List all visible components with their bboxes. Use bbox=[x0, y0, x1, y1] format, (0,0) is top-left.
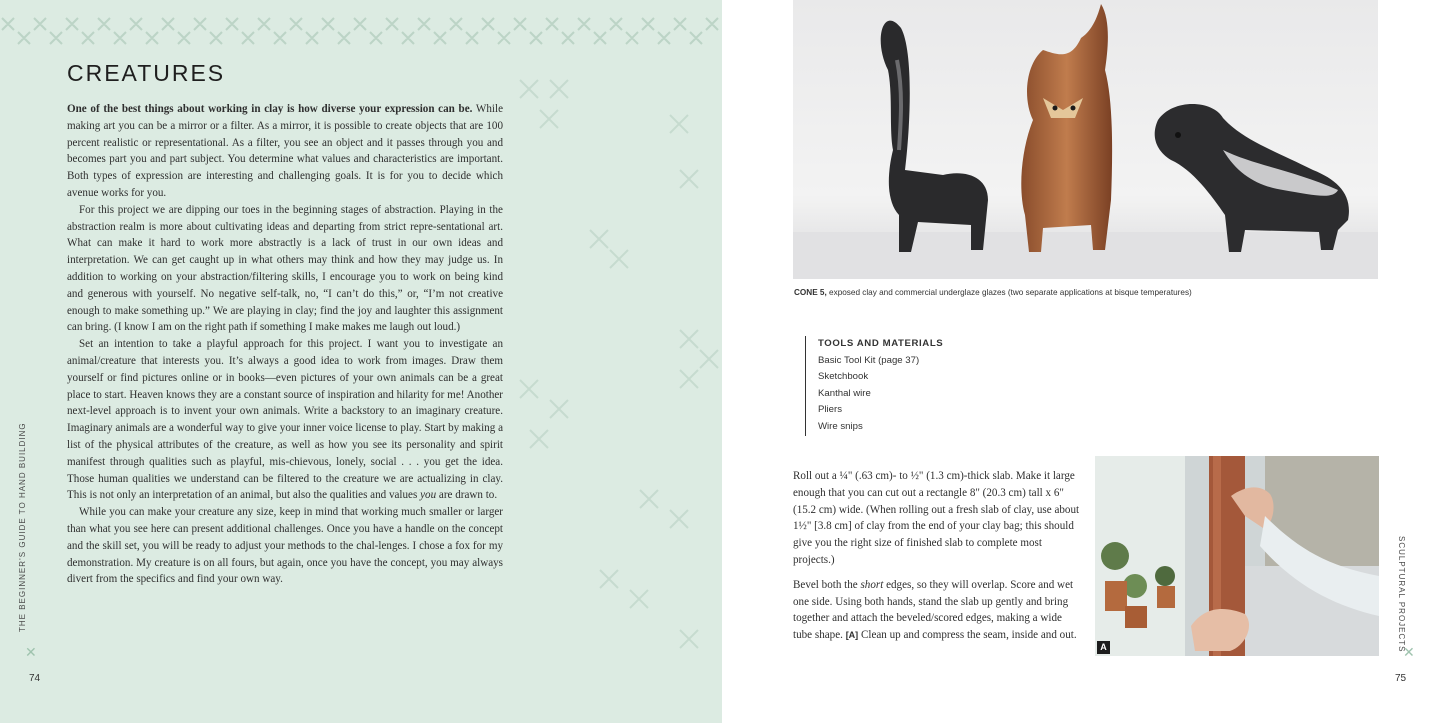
body-text bbox=[67, 101, 503, 588]
tools-title: TOOLS AND MATERIALS bbox=[818, 338, 944, 349]
cross-stitch-band bbox=[0, 14, 722, 48]
caption-text: exposed clay and commercial underglaze glazes (two separate applications at bisque temperatures) bbox=[826, 288, 1192, 297]
photo-label-a: A bbox=[1097, 641, 1110, 654]
slab-tube-illustration bbox=[1095, 456, 1379, 656]
running-head-right: SCULPTURAL PROJECTS bbox=[1397, 536, 1406, 653]
paragraph-3 bbox=[67, 336, 503, 504]
step-2-emphasis: short bbox=[860, 578, 884, 591]
paragraph-2: For this project we are dipping our toes in the beginning stages of abstraction. Playing in the abstraction realm is more about cultivating ideas and departing from strict repre-sentational art. What can make it hard to work more abstractly is a lack of trust in our own ideas and interpretation. We can get caught up in what others may think and how they may judge us. In addition to working on your abstraction/filtering skills, I encourage you to work on being kind and generous with yourself. No negative self-talk, no, “I can’t do this,” or, “I’m not creative enough to make something up.” We are playing in clay; find the joy and laughter this assignment can bring. (I know I am on the right path if something I make makes me laugh out loud.) bbox=[67, 203, 503, 334]
photo-caption bbox=[794, 288, 1192, 297]
step-1: Roll out a ¼" (.63 cm)- to ½" (1.3 cm)-thick slab. Make it large enough that you can cut out a rectangle 8" (20.3 cm) tall x 6" (15.2 cm) wide. (When rolling out a fresh slab of clay, use about 1½" [3.8 cm] of clay from the end of your clay bag; this should give you the right size of finished slab to complete most projects.) bbox=[793, 470, 1080, 566]
step-2-start: Bevel both the bbox=[793, 578, 861, 591]
caption-bold: CONE 5, bbox=[794, 288, 827, 297]
tool-item: Basic Tool Kit (page 37) bbox=[818, 354, 920, 366]
right-page bbox=[723, 0, 1445, 723]
instructions bbox=[793, 468, 1083, 652]
cross-pattern-top bbox=[0, 14, 722, 48]
tool-item: Pliers bbox=[818, 404, 842, 416]
left-page bbox=[0, 0, 722, 723]
slab-tube-photo bbox=[1095, 456, 1379, 656]
paragraph-3-end: are drawn to. bbox=[438, 489, 498, 502]
paragraph-1 bbox=[67, 101, 503, 202]
cross-pattern-scatter bbox=[510, 70, 722, 670]
chapter-heading: CREATURES bbox=[67, 60, 226, 86]
tool-item: Sketchbook bbox=[818, 371, 869, 383]
ornament-cross-icon: ✕ bbox=[25, 645, 37, 661]
step-2 bbox=[793, 577, 1083, 644]
creatures-illustration bbox=[793, 0, 1378, 279]
paragraph-1-rest: While making art you can be a mirror or a filter. As a mirror, it is possible to create objects that are 100 percent realistic or representational. As a filter, you see an object and it passes through you and becomes part you and part subject. You determine what values and characteristics are important. Both types of expression are interesting and challenging goals. It is for you to decide which avenue works for you. bbox=[67, 103, 503, 199]
step-2-middle: edges, so they will overlap. Score and wet one side. Using both hands, stand the slab up gently and bring together and attach the beveled/scored edges, making a wide tube shape. bbox=[793, 578, 1074, 642]
paragraph-3-emphasis: you bbox=[420, 489, 437, 502]
paragraph-4: While you can make your creature any size, keep in mind that working much smaller or larger than what you see here can present additional challenges. Once you have a handle on the concept and the skill set, you will be ready to adjust your methods to the chal-lenges. I chose a fox for my demonstration. My creature is on all fours, but again, once you have the concept, you may always divert from the specifics and find your own way. bbox=[67, 506, 503, 586]
tools-and-materials bbox=[805, 336, 943, 436]
step-2-end: Clean up and compress the seam, inside and out. bbox=[858, 629, 1077, 642]
running-head-left: THE BEGINNER’S GUIDE TO HAND BUILDING bbox=[18, 422, 27, 632]
tool-item: Kanthal wire bbox=[818, 387, 871, 399]
paragraph-3-main: Set an intention to take a playful approach for this project. I want you to investigate an animal/creature that interests you. It’s always a good idea to work from images. Draw them yourself or find pictures online or in books—even pictures of your own animals can be a great place to start. Heaven knows they are a constant source of inspiration and hilarity for me! Another next-level approach is to invent your own animals. Write a backstory to an imaginary creature. Imaginary animals are a wonderful way to give your inner voice license to play. Start by making a list of the physical attributes of the creature, as well as how you see its personality and spirit manifest through qualities such as playful, mis-chievous, lonely, social . . . you get the idea. Those human qualities we understand can be filtered to the creature we are actualizing in clay. This is not only an interpretation of an animal, but also the qualities and values bbox=[67, 338, 503, 502]
page-number-left: 74 bbox=[29, 673, 41, 684]
page-number-right: 75 bbox=[1395, 673, 1407, 684]
lead-sentence: One of the best things about working in clay is how diverse your expression can be. bbox=[67, 103, 473, 115]
ornament-cross-icon: ✕ bbox=[1403, 645, 1415, 661]
tool-item: Wire snips bbox=[818, 420, 863, 432]
figure-reference: [A] bbox=[845, 630, 859, 641]
clay-creatures-photo bbox=[793, 0, 1378, 279]
